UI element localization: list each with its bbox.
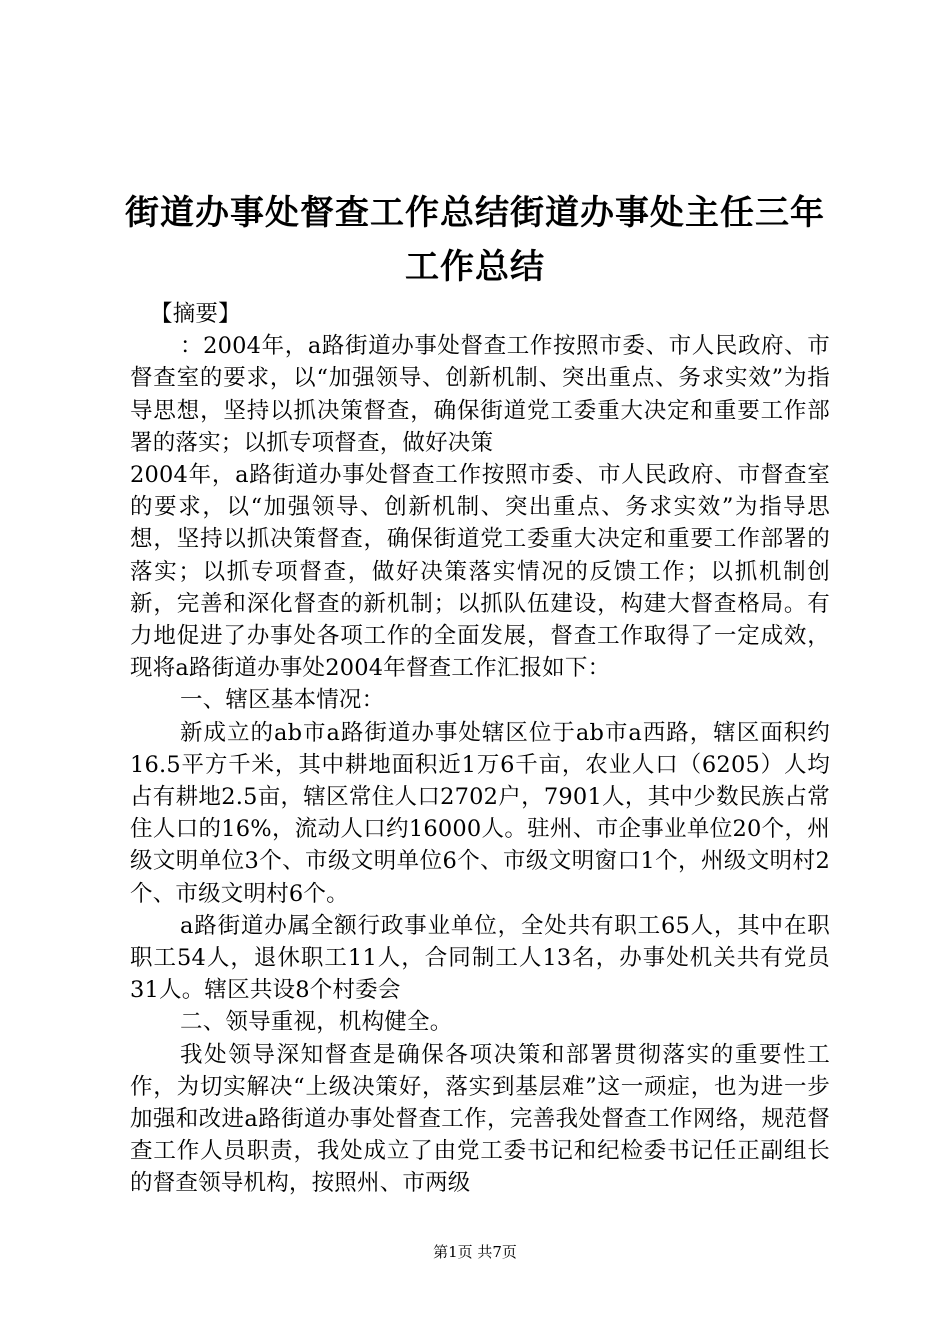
paragraph: 2004年，a路街道办事处督查工作按照市委、市人民政府、市督查室的要求，以“加强领导、创新机制、突出重点、务求实效”为指导思想，坚持以抓决策督查，确保街道党工委重大决定和重要工作部署的落实；以抓专项督查，做好决策落实情况的反馈工作；以抓机制创新，完善和深化督查的新机制；以抓队伍建设，构建大督查格局。有力地促进了办事处各项工作的全面发展，督查工作取得了一定成效，现将a路街道办事处2004年督查工作汇报如下： xyxy=(130,462,830,682)
section-heading: 二、领导重视，机构健全。 xyxy=(180,1009,453,1036)
paragraph: ：2004年，a路街道办事处督查工作按照市委、市人民政府、市督查室的要求，以“加强领导、创新机制、突出重点、务求实效”为指导思想，坚持以抓决策督查，确保街道党工委重大决定和重要工作部署的落实；以抓专项督查，做好决策 xyxy=(130,333,830,456)
paragraph: a路街道办属全额行政事业单位，全处共有职工65人，其中在职职工54人，退休职工11人，合同制工人13名，办事处机关共有党员31人。辖区共设8个村委会 xyxy=(130,912,830,1004)
section-heading: 一、辖区基本情况： xyxy=(180,687,385,714)
abstract-label: 【摘要】 xyxy=(150,301,241,327)
paragraph: 新成立的ab市a路街道办事处辖区位于ab市a西路，辖区面积约16.5平方千米，其中耕地面积近1万6千亩，农业人口（6205）人均占有耕地2.5亩，辖区常住人口2702户，7901人，其中少数民族占常住人口的16%，流动人口约16000人。驻州、市企事业单位20个，州级文明单位3个、市级文明单位6个、市级文明窗口1个，州级文明村2个、市级文明村6个。 xyxy=(130,719,830,907)
paragraph: 我处领导深知督查是确保各项决策和部署贯彻落实的重要性工作，为切实解决“上级决策好，落实到基层难”这一顽症，也为进一步加强和改进a路街道办事处督查工作，完善我处督查工作网络，规范督查工作人员职责，我处成立了由党工委书记和纪检委书记任正副组长的督查领导机构，按照州、市两级 xyxy=(130,1041,830,1197)
page-number-footer: 第1页 共7页 xyxy=(433,1243,517,1261)
document-title-line2: 工作总结 xyxy=(405,247,545,287)
document-title-line1: 街道办事处督查工作总结街道办事处主任三年 xyxy=(125,193,825,233)
document-body xyxy=(130,298,830,1200)
